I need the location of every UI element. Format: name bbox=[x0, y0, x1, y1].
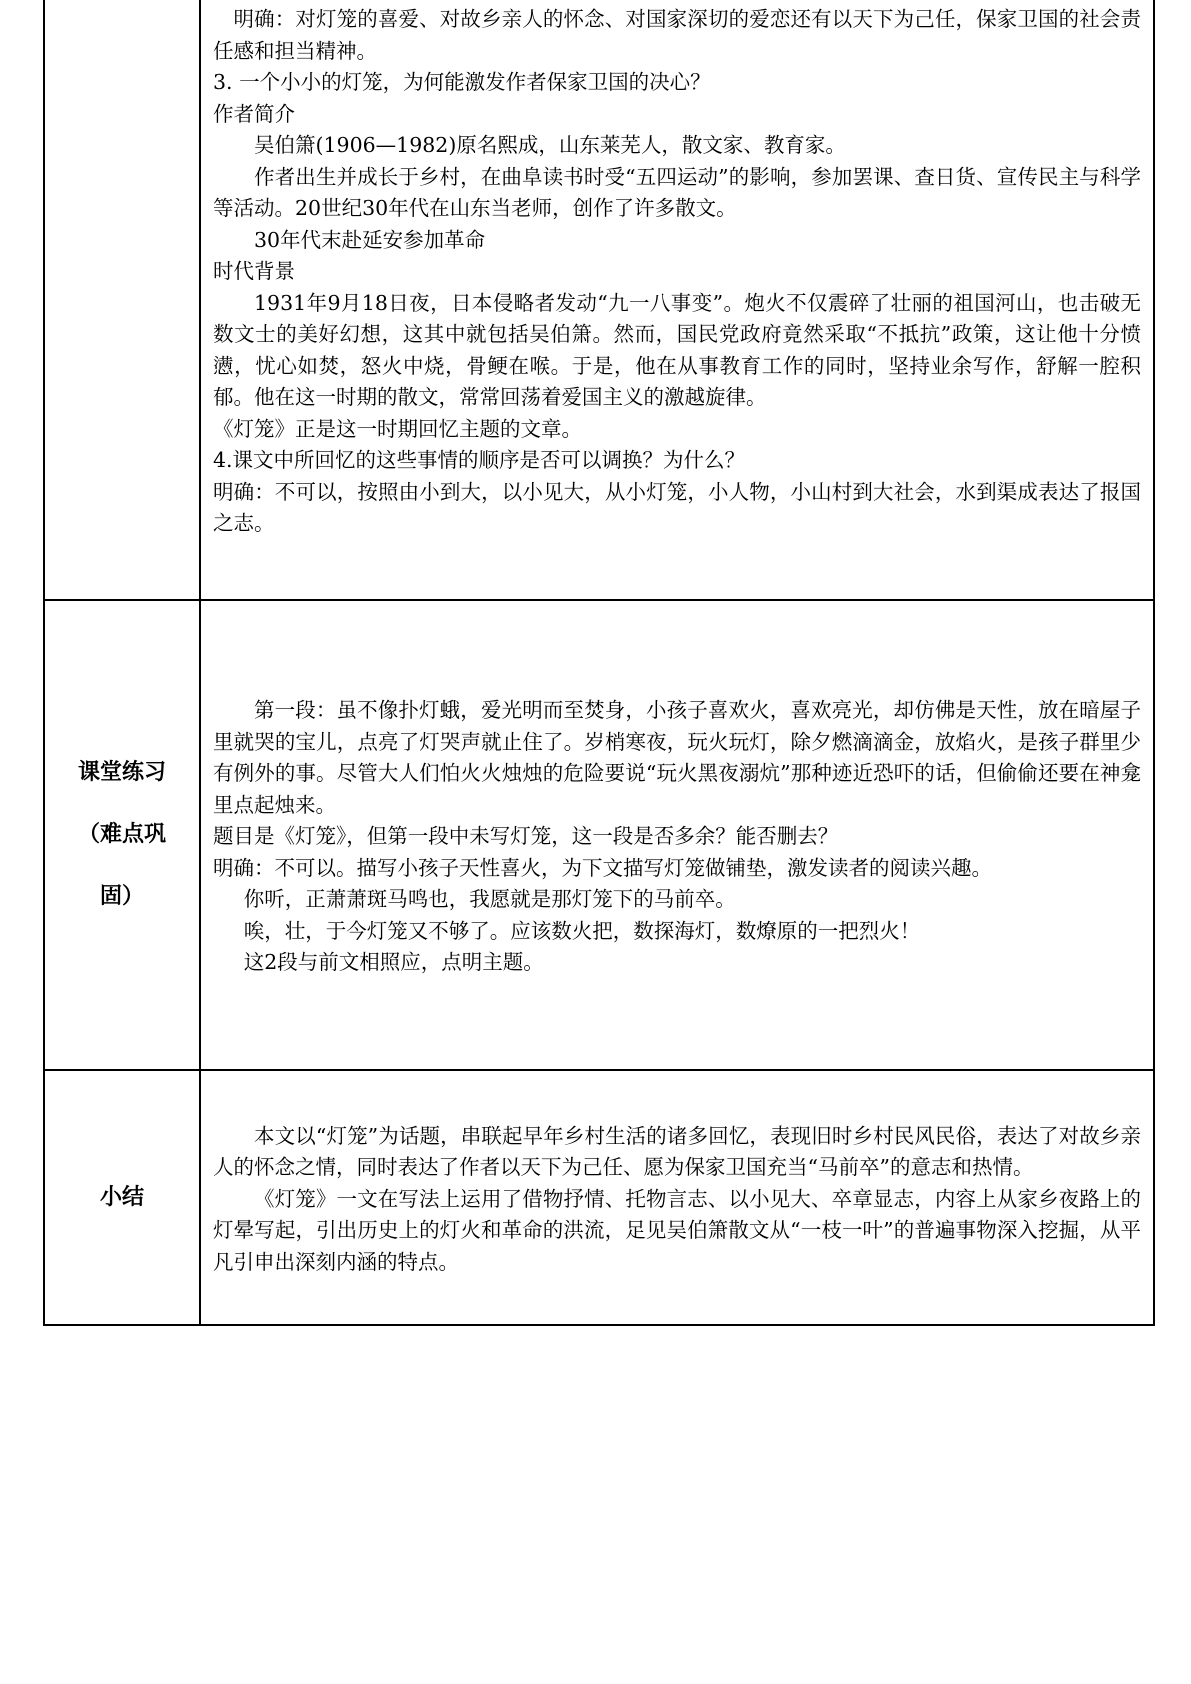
label-cell-empty bbox=[44, 0, 200, 600]
paragraph: 吴伯箫(1906—1982)原名熙成，山东莱芜人，散文家、教育家。 bbox=[254, 133, 846, 157]
label-line: （难点巩 bbox=[77, 822, 166, 847]
lesson-plan-table bbox=[43, 0, 1155, 1326]
label-cell-summary bbox=[44, 1070, 200, 1325]
label-line: 固） bbox=[99, 884, 144, 909]
question-4: 4.课文中所回忆的这些事情的顺序是否可以调换？为什么？ bbox=[213, 448, 746, 472]
answer: 明确：不可以。描写小孩子天性喜火，为下文描写灯笼做铺垫，激发读者的阅读兴趣。 bbox=[213, 855, 992, 880]
paragraph: 明确：对灯笼的喜爱、对故乡亲人的怀念、对国家深切的爱恋还有以天下为己任，保家卫国的社会责任感和担当精神。 bbox=[213, 7, 1141, 63]
paragraph: 30年代末赴延安参加革命 bbox=[254, 227, 486, 252]
table-row-summary bbox=[44, 1070, 1154, 1325]
content-block-1 bbox=[201, 0, 1153, 540]
label-cell-classroom-practice bbox=[44, 600, 200, 1070]
content-block-2 bbox=[201, 691, 1153, 979]
table-row-classroom-practice bbox=[44, 600, 1154, 1070]
answer: 明确：不可以，按照由小到大，以小见大，从小灯笼，小人物，小山村到大社会，水到渠成表达了报国之志。 bbox=[213, 479, 1141, 535]
note: 这2段与前文相照应，点明主题。 bbox=[243, 950, 544, 975]
quote: 唉，壮，于今灯笼又不够了。应该数火把，数探海灯，数燎原的一把烈火！ bbox=[243, 918, 921, 943]
paragraph: 《灯笼》一文在写法上运用了借物抒情、托物言志、以小见大、卒章显志，内容上从家乡夜路上的灯晕写起，引出历史上的灯火和革命的洪流，足见吴伯箫散文从“一枝一叶”的普遍事物深入挖掘，从平凡引申出深刻内涵的特点。 bbox=[213, 1186, 1141, 1274]
content-block-3 bbox=[201, 1117, 1153, 1279]
quote: 你听，正萧萧斑马鸣也，我愿就是那灯笼下的马前卒。 bbox=[243, 887, 736, 912]
lesson-sheet bbox=[43, 0, 1155, 1326]
paragraph: 本文以“灯笼”为话题，串联起早年乡村生活的诸多回忆，表现旧时乡村民风民俗，表达了对故乡亲人的怀念之情，同时表达了作者以天下为己任、愿为保家卫国充当“马前卒”的意志和热情。 bbox=[213, 1123, 1141, 1180]
table-row-content-continuation bbox=[44, 0, 1154, 600]
paragraph: 作者出生并成长于乡村，在曲阜读书时受“五四运动”的影响，参加罢课、查日货、宣传民主与科学等活动。20世纪30年代在山东当老师，创作了许多散文。 bbox=[213, 164, 1141, 220]
paragraph: 1931年9月18日夜，日本侵略者发动“九一八事变”。炮火不仅震碎了壮丽的祖国河山，也击破无数文士的美好幻想，这其中就包括吴伯箫。然而，国民党政府竟然采取“不抵抗”政策，这让他十分愤懑，忧心如焚，怒火中烧，骨鲠在喉。于是，他在从事教育工作的同时，坚持业余写作，舒解一腔积郁。他在这一时期的散文，常常回荡着爱国主义的激越旋律。 bbox=[213, 290, 1141, 409]
label-summary: 小结 bbox=[99, 1184, 144, 1210]
content-cell-3 bbox=[200, 1070, 1154, 1325]
heading-background: 时代背景 bbox=[213, 259, 295, 283]
paragraph: 《灯笼》正是这一时期回忆主题的文章。 bbox=[213, 416, 582, 441]
question: 题目是《灯笼》，但第一段中未写灯笼，这一段是否多余？能否删去？ bbox=[213, 824, 839, 849]
content-cell-2 bbox=[200, 600, 1154, 1070]
content-cell-1 bbox=[200, 0, 1154, 600]
paragraph: 第一段：虽不像扑灯蛾，爱光明而至焚身，小孩子喜欢火，喜欢亮光，却仿佛是天性，放在暗屋子里就哭的宝儿，点亮了灯哭声就止住了。岁梢寒夜，玩火玩灯，除夕燃滴滴金，放焰火，是孩子群里少有例外的事。尽管大人们怕火火烛烛的危险要说“玩火黑夜溺炕”那种迹近恐吓的话，但偷偷还要在神龛里点起烛来。 bbox=[213, 698, 1141, 817]
label-line: 课堂练习 bbox=[77, 760, 166, 785]
heading-author-intro: 作者简介 bbox=[213, 101, 295, 126]
question-3: 3. 一个小小的灯笼，为何能激发作者保家卫国的决心？ bbox=[213, 70, 711, 94]
